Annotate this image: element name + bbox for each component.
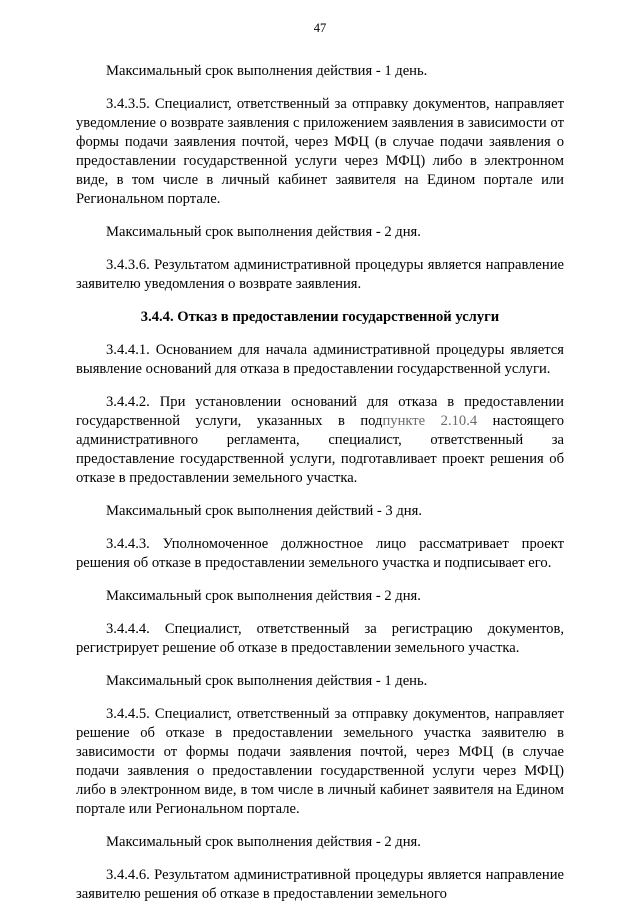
paragraph-text: настоящего административного регламента, специалист, ответственный за предоставление государственной услуги, подготавливает проект решения об отказе в предоставлении земельного участка. [76,413,564,486]
paragraph-3-4-4-2 [76,393,564,488]
paragraph-3-4-3-6: 3.4.3.6. Результатом административной процедуры является направление заявителю уведомления о возврате заявления. [76,257,564,292]
paragraph-max-term: Максимальный срок выполнения действия - 1 день. [106,673,428,689]
page-number: 47 [313,21,327,35]
paragraph-max-term: Максимальный срок выполнения действия - 2 дня. [106,834,421,850]
paragraph-max-term: Максимальный срок выполнения действий - 3 дня. [106,503,422,519]
paragraph-3-4-3-5: 3.4.3.5. Специалист, ответственный за отправку документов, направляет уведомление о возврате заявления с приложением заявления в зависимости от формы подачи заявления почтой, через МФЦ (в случае подачи заявления о предоставлении государственной услуги через МФЦ) либо в электронном виде, в том числе в личный кабинет заявителя на Едином портале или Региональном портале. [76,96,564,207]
paragraph-text: 3.4.4.2. При установлении оснований для отказа в предоставлении государственной услуги, указанных в под [76,394,564,429]
paragraph-3-4-4-1: 3.4.4.1. Основанием для начала административной процедуры является выявление оснований для отказа в предоставлении государственной услуги. [76,342,564,377]
paragraph-max-term: Максимальный срок выполнения действия - 2 дня. [106,588,421,604]
paragraph-3-4-4-3: 3.4.4.3. Уполномоченное должностное лицо рассматривает проект решения об отказе в предоставлении земельного участка и подписывает его. [76,536,564,571]
clause-reference-link[interactable]: пункте 2.10.4 [382,413,478,429]
paragraph-max-term: Максимальный срок выполнения действия - 1 день. [106,63,428,79]
document-body [76,62,564,918]
paragraph-3-4-4-6: 3.4.4.6. Результатом административной процедуры является направление заявителю решения об отказе в предоставлении земельного [76,867,564,902]
paragraph-3-4-4-5: 3.4.4.5. Специалист, ответственный за отправку документов, направляет решение об отказе в предоставлении земельного участка заявителю в зависимости от формы подачи заявления почтой, через МФЦ (в случае подачи заявления о предоставлении государственной услуги через МФЦ) либо в электронном виде, в том числе в личный кабинет заявителя на Едином портале или Региональном портале. [76,706,564,817]
paragraph-max-term: Максимальный срок выполнения действия - 2 дня. [106,224,421,240]
section-heading-3-4-4: 3.4.4. Отказ в предоставлении государственной услуги [140,309,500,325]
paragraph-3-4-4-4: 3.4.4.4. Специалист, ответственный за регистрацию документов, регистрирует решение об отказе в предоставлении земельного участка. [76,621,564,656]
